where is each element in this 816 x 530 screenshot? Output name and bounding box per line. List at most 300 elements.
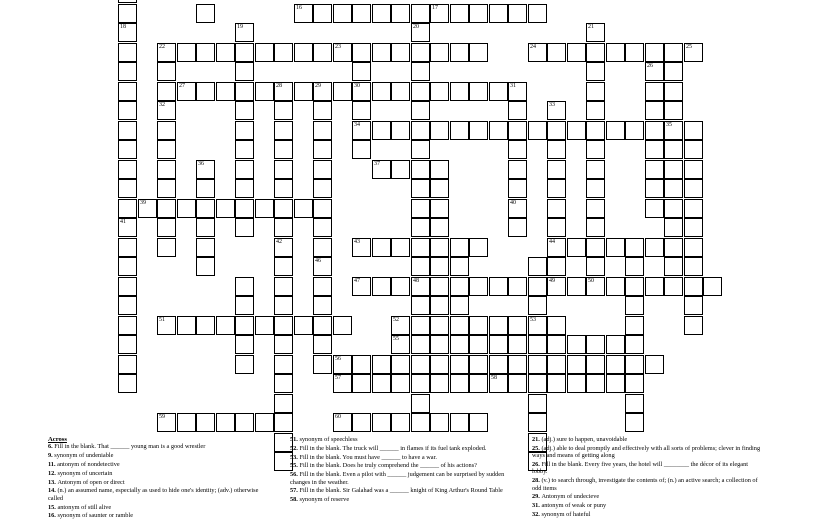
- grid-cell[interactable]: [235, 82, 254, 101]
- grid-cell[interactable]: [489, 374, 508, 393]
- grid-cell[interactable]: [196, 316, 215, 335]
- grid-cell[interactable]: [391, 238, 410, 257]
- grid-cell[interactable]: [157, 62, 176, 81]
- grid-cell[interactable]: [664, 257, 683, 276]
- grid-cell[interactable]: [235, 140, 254, 159]
- grid-cell[interactable]: [196, 413, 215, 432]
- grid-cell[interactable]: [411, 23, 430, 42]
- grid-cell[interactable]: [411, 140, 430, 159]
- grid-cell[interactable]: [274, 355, 293, 374]
- grid-cell[interactable]: [430, 238, 449, 257]
- grid-cell[interactable]: [586, 43, 605, 62]
- grid-cell[interactable]: [508, 160, 527, 179]
- grid-cell[interactable]: [255, 199, 274, 218]
- grid-cell[interactable]: [196, 43, 215, 62]
- grid-cell[interactable]: [469, 374, 488, 393]
- grid-cell[interactable]: [625, 277, 644, 296]
- grid-cell[interactable]: [235, 43, 254, 62]
- grid-cell[interactable]: [450, 43, 469, 62]
- grid-cell[interactable]: [528, 43, 547, 62]
- grid-cell[interactable]: [157, 218, 176, 237]
- grid-cell[interactable]: [606, 43, 625, 62]
- grid-cell[interactable]: [645, 43, 664, 62]
- grid-cell[interactable]: [586, 140, 605, 159]
- grid-cell[interactable]: [313, 43, 332, 62]
- grid-cell[interactable]: [391, 335, 410, 354]
- grid-cell[interactable]: [684, 218, 703, 237]
- grid-cell[interactable]: [216, 199, 235, 218]
- grid-cell[interactable]: [352, 62, 371, 81]
- grid-cell[interactable]: [391, 413, 410, 432]
- grid-cell[interactable]: [450, 413, 469, 432]
- grid-cell[interactable]: [469, 4, 488, 23]
- grid-cell[interactable]: [352, 413, 371, 432]
- grid-cell[interactable]: [606, 335, 625, 354]
- grid-cell[interactable]: [469, 316, 488, 335]
- grid-cell[interactable]: [391, 121, 410, 140]
- grid-cell[interactable]: [547, 355, 566, 374]
- grid-cell[interactable]: [664, 160, 683, 179]
- grid-cell[interactable]: [411, 4, 430, 23]
- grid-cell[interactable]: [567, 374, 586, 393]
- grid-cell[interactable]: [586, 82, 605, 101]
- grid-cell[interactable]: [411, 121, 430, 140]
- grid-cell[interactable]: [294, 199, 313, 218]
- grid-cell[interactable]: [606, 277, 625, 296]
- grid-cell[interactable]: [411, 413, 430, 432]
- grid-cell[interactable]: [645, 199, 664, 218]
- grid-cell[interactable]: [274, 257, 293, 276]
- grid-cell[interactable]: [469, 335, 488, 354]
- grid-cell[interactable]: [235, 179, 254, 198]
- grid-cell[interactable]: [606, 121, 625, 140]
- grid-cell[interactable]: [313, 82, 332, 101]
- grid-cell[interactable]: [274, 43, 293, 62]
- grid-cell[interactable]: [684, 160, 703, 179]
- grid-cell[interactable]: [235, 316, 254, 335]
- grid-cell[interactable]: [664, 218, 683, 237]
- grid-cell[interactable]: [684, 140, 703, 159]
- grid-cell[interactable]: [567, 335, 586, 354]
- grid-cell[interactable]: [508, 101, 527, 120]
- grid-cell[interactable]: [118, 23, 137, 42]
- grid-cell[interactable]: [411, 218, 430, 237]
- grid-cell[interactable]: [391, 43, 410, 62]
- grid-cell[interactable]: [118, 218, 137, 237]
- grid-cell[interactable]: [645, 140, 664, 159]
- grid-cell[interactable]: [235, 277, 254, 296]
- grid-cell[interactable]: [118, 0, 137, 3]
- grid-cell[interactable]: [313, 140, 332, 159]
- grid-cell[interactable]: [333, 413, 352, 432]
- grid-cell[interactable]: [391, 160, 410, 179]
- grid-cell[interactable]: [645, 121, 664, 140]
- grid-cell[interactable]: [469, 121, 488, 140]
- grid-cell[interactable]: [528, 257, 547, 276]
- grid-cell[interactable]: [235, 23, 254, 42]
- grid-cell[interactable]: [372, 238, 391, 257]
- grid-cell[interactable]: [274, 296, 293, 315]
- grid-cell[interactable]: [664, 62, 683, 81]
- grid-cell[interactable]: [411, 335, 430, 354]
- grid-cell[interactable]: [313, 4, 332, 23]
- grid-cell[interactable]: [313, 218, 332, 237]
- grid-cell[interactable]: [118, 101, 137, 120]
- grid-cell[interactable]: [216, 82, 235, 101]
- grid-cell[interactable]: [411, 160, 430, 179]
- grid-cell[interactable]: [469, 43, 488, 62]
- grid-cell[interactable]: [411, 355, 430, 374]
- grid-cell[interactable]: [684, 43, 703, 62]
- grid-cell[interactable]: [274, 394, 293, 413]
- grid-cell[interactable]: [508, 374, 527, 393]
- grid-cell[interactable]: [333, 355, 352, 374]
- grid-cell[interactable]: [645, 62, 664, 81]
- grid-cell[interactable]: [528, 413, 547, 432]
- grid-cell[interactable]: [586, 62, 605, 81]
- grid-cell[interactable]: [235, 101, 254, 120]
- grid-cell[interactable]: [430, 160, 449, 179]
- grid-cell[interactable]: [567, 238, 586, 257]
- grid-cell[interactable]: [196, 238, 215, 257]
- grid-cell[interactable]: [625, 257, 644, 276]
- grid-cell[interactable]: [235, 121, 254, 140]
- grid-cell[interactable]: [313, 296, 332, 315]
- grid-cell[interactable]: [664, 140, 683, 159]
- grid-cell[interactable]: [411, 62, 430, 81]
- grid-cell[interactable]: [489, 335, 508, 354]
- grid-cell[interactable]: [586, 121, 605, 140]
- grid-cell[interactable]: [118, 316, 137, 335]
- grid-cell[interactable]: [547, 121, 566, 140]
- grid-cell[interactable]: [372, 355, 391, 374]
- grid-cell[interactable]: [567, 121, 586, 140]
- grid-cell[interactable]: [430, 218, 449, 237]
- grid-cell[interactable]: [235, 199, 254, 218]
- grid-cell[interactable]: [528, 335, 547, 354]
- grid-cell[interactable]: [352, 355, 371, 374]
- grid-cell[interactable]: [547, 199, 566, 218]
- grid-cell[interactable]: [450, 296, 469, 315]
- grid-cell[interactable]: [645, 238, 664, 257]
- grid-cell[interactable]: [216, 413, 235, 432]
- grid-cell[interactable]: [274, 140, 293, 159]
- grid-cell[interactable]: [333, 316, 352, 335]
- grid-cell[interactable]: [313, 335, 332, 354]
- grid-cell[interactable]: [528, 355, 547, 374]
- grid-cell[interactable]: [118, 238, 137, 257]
- grid-cell[interactable]: [177, 199, 196, 218]
- grid-cell[interactable]: [645, 160, 664, 179]
- grid-cell[interactable]: [547, 374, 566, 393]
- grid-cell[interactable]: [118, 4, 137, 23]
- grid-cell[interactable]: [274, 238, 293, 257]
- grid-cell[interactable]: [528, 374, 547, 393]
- grid-cell[interactable]: [684, 257, 703, 276]
- grid-cell[interactable]: [450, 355, 469, 374]
- grid-cell[interactable]: [157, 179, 176, 198]
- grid-cell[interactable]: [645, 179, 664, 198]
- grid-cell[interactable]: [645, 355, 664, 374]
- grid-cell[interactable]: [313, 257, 332, 276]
- grid-cell[interactable]: [508, 82, 527, 101]
- grid-cell[interactable]: [294, 4, 313, 23]
- grid-cell[interactable]: [528, 277, 547, 296]
- grid-cell[interactable]: [508, 199, 527, 218]
- grid-cell[interactable]: [586, 199, 605, 218]
- grid-cell[interactable]: [625, 296, 644, 315]
- grid-cell[interactable]: [157, 121, 176, 140]
- grid-cell[interactable]: [586, 23, 605, 42]
- grid-cell[interactable]: [411, 257, 430, 276]
- grid-cell[interactable]: [372, 277, 391, 296]
- grid-cell[interactable]: [118, 355, 137, 374]
- grid-cell[interactable]: [625, 413, 644, 432]
- grid-cell[interactable]: [508, 277, 527, 296]
- grid-cell[interactable]: [450, 316, 469, 335]
- grid-cell[interactable]: [352, 238, 371, 257]
- grid-cell[interactable]: [177, 413, 196, 432]
- grid-cell[interactable]: [118, 140, 137, 159]
- grid-cell[interactable]: [391, 277, 410, 296]
- grid-cell[interactable]: [391, 355, 410, 374]
- grid-cell[interactable]: [235, 413, 254, 432]
- grid-cell[interactable]: [606, 238, 625, 257]
- grid-cell[interactable]: [274, 121, 293, 140]
- grid-cell[interactable]: [430, 82, 449, 101]
- grid-cell[interactable]: [489, 121, 508, 140]
- grid-cell[interactable]: [352, 140, 371, 159]
- grid-cell[interactable]: [645, 82, 664, 101]
- grid-cell[interactable]: [606, 355, 625, 374]
- grid-cell[interactable]: [333, 82, 352, 101]
- grid-cell[interactable]: [684, 179, 703, 198]
- grid-cell[interactable]: [625, 374, 644, 393]
- grid-cell[interactable]: [450, 257, 469, 276]
- grid-cell[interactable]: [684, 277, 703, 296]
- grid-cell[interactable]: [625, 238, 644, 257]
- grid-cell[interactable]: [157, 82, 176, 101]
- grid-cell[interactable]: [352, 277, 371, 296]
- grid-cell[interactable]: [567, 355, 586, 374]
- grid-cell[interactable]: [411, 43, 430, 62]
- grid-cell[interactable]: [664, 101, 683, 120]
- grid-cell[interactable]: [645, 277, 664, 296]
- grid-cell[interactable]: [352, 374, 371, 393]
- grid-cell[interactable]: [138, 199, 157, 218]
- grid-cell[interactable]: [450, 82, 469, 101]
- grid-cell[interactable]: [372, 4, 391, 23]
- grid-cell[interactable]: [255, 316, 274, 335]
- grid-cell[interactable]: [547, 238, 566, 257]
- grid-cell[interactable]: [235, 335, 254, 354]
- grid-cell[interactable]: [450, 277, 469, 296]
- grid-cell[interactable]: [586, 238, 605, 257]
- grid-cell[interactable]: [372, 82, 391, 101]
- grid-cell[interactable]: [333, 43, 352, 62]
- grid-cell[interactable]: [333, 374, 352, 393]
- grid-cell[interactable]: [450, 374, 469, 393]
- grid-cell[interactable]: [391, 374, 410, 393]
- grid-cell[interactable]: [586, 218, 605, 237]
- grid-cell[interactable]: [274, 101, 293, 120]
- grid-cell[interactable]: [391, 82, 410, 101]
- grid-cell[interactable]: [235, 355, 254, 374]
- grid-cell[interactable]: [450, 121, 469, 140]
- grid-cell[interactable]: [469, 277, 488, 296]
- grid-cell[interactable]: [274, 374, 293, 393]
- grid-cell[interactable]: [684, 199, 703, 218]
- grid-cell[interactable]: [664, 179, 683, 198]
- grid-cell[interactable]: [118, 82, 137, 101]
- grid-cell[interactable]: [508, 218, 527, 237]
- grid-cell[interactable]: [274, 335, 293, 354]
- grid-cell[interactable]: [177, 43, 196, 62]
- grid-cell[interactable]: [528, 316, 547, 335]
- grid-cell[interactable]: [528, 394, 547, 413]
- grid-cell[interactable]: [196, 82, 215, 101]
- grid-cell[interactable]: [411, 179, 430, 198]
- grid-cell[interactable]: [489, 82, 508, 101]
- grid-cell[interactable]: [450, 4, 469, 23]
- grid-cell[interactable]: [508, 179, 527, 198]
- grid-cell[interactable]: [430, 413, 449, 432]
- grid-cell[interactable]: [547, 160, 566, 179]
- grid-cell[interactable]: [352, 121, 371, 140]
- grid-cell[interactable]: [489, 4, 508, 23]
- grid-cell[interactable]: [430, 179, 449, 198]
- grid-cell[interactable]: [567, 277, 586, 296]
- grid-cell[interactable]: [157, 413, 176, 432]
- grid-cell[interactable]: [645, 101, 664, 120]
- grid-cell[interactable]: [625, 121, 644, 140]
- grid-cell[interactable]: [450, 238, 469, 257]
- grid-cell[interactable]: [547, 43, 566, 62]
- grid-cell[interactable]: [235, 160, 254, 179]
- grid-cell[interactable]: [352, 4, 371, 23]
- grid-cell[interactable]: [216, 43, 235, 62]
- grid-cell[interactable]: [157, 316, 176, 335]
- grid-cell[interactable]: [489, 355, 508, 374]
- grid-cell[interactable]: [274, 316, 293, 335]
- grid-cell[interactable]: [547, 257, 566, 276]
- grid-cell[interactable]: [372, 374, 391, 393]
- grid-cell[interactable]: [313, 160, 332, 179]
- grid-cell[interactable]: [313, 277, 332, 296]
- grid-cell[interactable]: [430, 4, 449, 23]
- grid-cell[interactable]: [469, 238, 488, 257]
- grid-cell[interactable]: [547, 277, 566, 296]
- grid-cell[interactable]: [118, 296, 137, 315]
- grid-cell[interactable]: [372, 413, 391, 432]
- grid-cell[interactable]: [469, 413, 488, 432]
- grid-cell[interactable]: [196, 160, 215, 179]
- grid-cell[interactable]: [216, 316, 235, 335]
- grid-cell[interactable]: [411, 199, 430, 218]
- grid-cell[interactable]: [586, 160, 605, 179]
- grid-cell[interactable]: [430, 316, 449, 335]
- grid-cell[interactable]: [606, 374, 625, 393]
- grid-cell[interactable]: [586, 277, 605, 296]
- grid-cell[interactable]: [430, 257, 449, 276]
- grid-cell[interactable]: [430, 121, 449, 140]
- grid-cell[interactable]: [664, 121, 683, 140]
- grid-cell[interactable]: [684, 296, 703, 315]
- grid-cell[interactable]: [547, 335, 566, 354]
- grid-cell[interactable]: [313, 238, 332, 257]
- grid-cell[interactable]: [411, 374, 430, 393]
- grid-cell[interactable]: [430, 199, 449, 218]
- grid-cell[interactable]: [508, 4, 527, 23]
- grid-cell[interactable]: [625, 43, 644, 62]
- grid-cell[interactable]: [469, 355, 488, 374]
- grid-cell[interactable]: [489, 277, 508, 296]
- grid-cell[interactable]: [313, 121, 332, 140]
- grid-cell[interactable]: [586, 257, 605, 276]
- grid-cell[interactable]: [664, 199, 683, 218]
- grid-cell[interactable]: [352, 101, 371, 120]
- grid-cell[interactable]: [157, 238, 176, 257]
- grid-cell[interactable]: [664, 43, 683, 62]
- grid-cell[interactable]: [411, 277, 430, 296]
- grid-cell[interactable]: [684, 316, 703, 335]
- grid-cell[interactable]: [547, 316, 566, 335]
- grid-cell[interactable]: [489, 316, 508, 335]
- grid-cell[interactable]: [118, 257, 137, 276]
- grid-cell[interactable]: [118, 43, 137, 62]
- grid-cell[interactable]: [411, 82, 430, 101]
- grid-cell[interactable]: [196, 199, 215, 218]
- grid-cell[interactable]: [586, 355, 605, 374]
- grid-cell[interactable]: [430, 277, 449, 296]
- grid-cell[interactable]: [430, 355, 449, 374]
- grid-cell[interactable]: [372, 160, 391, 179]
- grid-cell[interactable]: [118, 277, 137, 296]
- grid-cell[interactable]: [430, 43, 449, 62]
- grid-cell[interactable]: [372, 43, 391, 62]
- grid-cell[interactable]: [528, 296, 547, 315]
- grid-cell[interactable]: [274, 82, 293, 101]
- grid-cell[interactable]: [157, 199, 176, 218]
- grid-cell[interactable]: [411, 296, 430, 315]
- grid-cell[interactable]: [157, 160, 176, 179]
- grid-cell[interactable]: [294, 43, 313, 62]
- grid-cell[interactable]: [313, 179, 332, 198]
- grid-cell[interactable]: [508, 121, 527, 140]
- grid-cell[interactable]: [177, 316, 196, 335]
- grid-cell[interactable]: [508, 355, 527, 374]
- grid-cell[interactable]: [157, 43, 176, 62]
- grid-cell[interactable]: [157, 101, 176, 120]
- grid-cell[interactable]: [508, 316, 527, 335]
- grid-cell[interactable]: [528, 4, 547, 23]
- grid-cell[interactable]: [196, 179, 215, 198]
- grid-cell[interactable]: [313, 355, 332, 374]
- grid-cell[interactable]: [274, 413, 293, 432]
- grid-cell[interactable]: [430, 335, 449, 354]
- grid-cell[interactable]: [411, 394, 430, 413]
- grid-cell[interactable]: [313, 316, 332, 335]
- grid-cell[interactable]: [352, 43, 371, 62]
- grid-cell[interactable]: [255, 82, 274, 101]
- grid-cell[interactable]: [274, 277, 293, 296]
- grid-cell[interactable]: [294, 82, 313, 101]
- grid-cell[interactable]: [255, 413, 274, 432]
- grid-cell[interactable]: [274, 179, 293, 198]
- grid-cell[interactable]: [196, 4, 215, 23]
- grid-cell[interactable]: [625, 355, 644, 374]
- grid-cell[interactable]: [703, 277, 722, 296]
